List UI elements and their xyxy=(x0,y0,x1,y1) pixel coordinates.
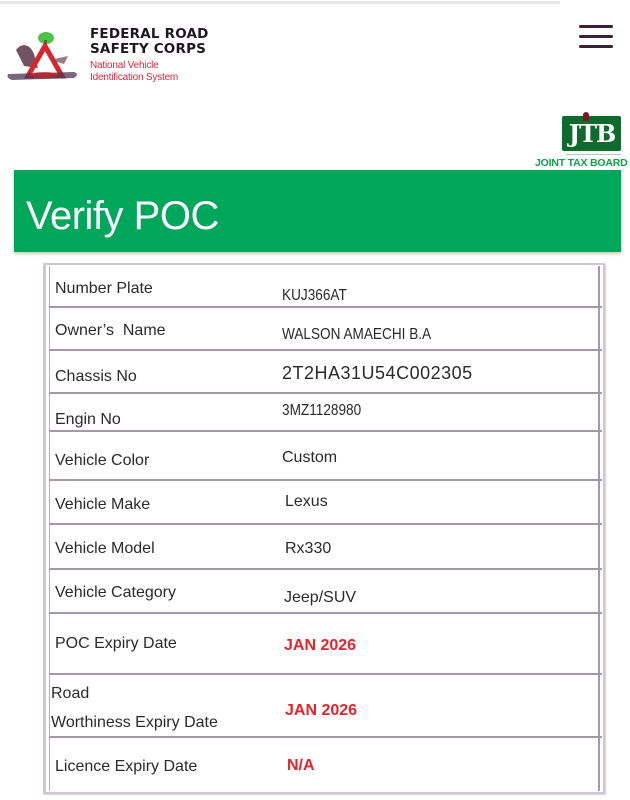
row-label: Vehicle Make xyxy=(55,496,151,513)
row-label: Number Plate xyxy=(55,280,153,297)
menu-bar xyxy=(579,35,613,38)
table-row-road-worthiness-expiry xyxy=(49,675,602,738)
row-value: KUJ366AT xyxy=(282,287,347,304)
jtb-underline xyxy=(566,154,621,155)
table-row-vehicle-category xyxy=(49,570,602,614)
system-name-line1: National Vehicle xyxy=(90,60,159,71)
org-name-line2: SAFETY CORPS xyxy=(90,41,207,57)
row-value: Rx330 xyxy=(285,540,332,557)
jtb-letters: JTB xyxy=(568,119,616,148)
row-value: Lexus xyxy=(285,493,328,510)
row-value: Jeep/SUV xyxy=(284,589,357,606)
table-row-owners-name xyxy=(49,308,602,351)
jtb-logo xyxy=(534,116,630,172)
menu-bar xyxy=(579,45,613,48)
table-row-vehicle-model xyxy=(49,525,602,570)
hamburger-menu-icon[interactable] xyxy=(577,22,615,50)
table-row-engine-no xyxy=(49,394,602,432)
row-label: Vehicle Color xyxy=(55,452,150,469)
org-branding xyxy=(90,27,209,84)
table-row-number-plate xyxy=(49,266,602,308)
row-value: 2T2HA31U54C002305 xyxy=(282,363,473,383)
row-label: Vehicle Category xyxy=(55,584,176,601)
licence-expiry-value: N/A xyxy=(287,757,315,774)
row-label: Vehicle Model xyxy=(55,540,155,557)
jtb-caption: JOINT TAX BOARD xyxy=(535,157,628,169)
table-row-licence-expiry xyxy=(49,738,602,791)
row-value: WALSON AMAECHI B.A xyxy=(282,326,432,343)
page-title-banner xyxy=(14,170,621,252)
table-row-poc-expiry xyxy=(49,614,602,675)
table-row-vehicle-make xyxy=(49,481,602,525)
row-label-line1: Road xyxy=(51,685,90,702)
row-label-line2: Worthiness Expiry Date xyxy=(51,714,218,731)
system-name-line2: Identification System xyxy=(90,72,179,83)
row-label: Engin No xyxy=(55,411,121,428)
poc-expiry-value: JAN 2026 xyxy=(284,637,357,654)
menu-bar xyxy=(579,25,613,28)
org-name-line1: FEDERAL ROAD xyxy=(90,26,209,42)
row-label xyxy=(51,679,218,737)
top-divider xyxy=(0,1,560,4)
road-worthiness-expiry-value: JAN 2026 xyxy=(285,702,358,719)
row-label: Owner’s Name xyxy=(55,322,166,339)
row-value: Custom xyxy=(282,449,338,466)
row-label: Licence Expiry Date xyxy=(55,758,198,775)
jtb-emblem-icon xyxy=(562,116,621,151)
page-title: Verify POC xyxy=(26,194,219,238)
table-row-vehicle-color xyxy=(49,432,602,481)
row-label: POC Expiry Date xyxy=(55,635,177,652)
row-label: Chassis No xyxy=(55,368,137,385)
frsc-emblem-icon xyxy=(4,28,84,86)
row-value: 3MZ1128980 xyxy=(282,402,362,419)
table-row-chassis-no xyxy=(49,351,602,394)
